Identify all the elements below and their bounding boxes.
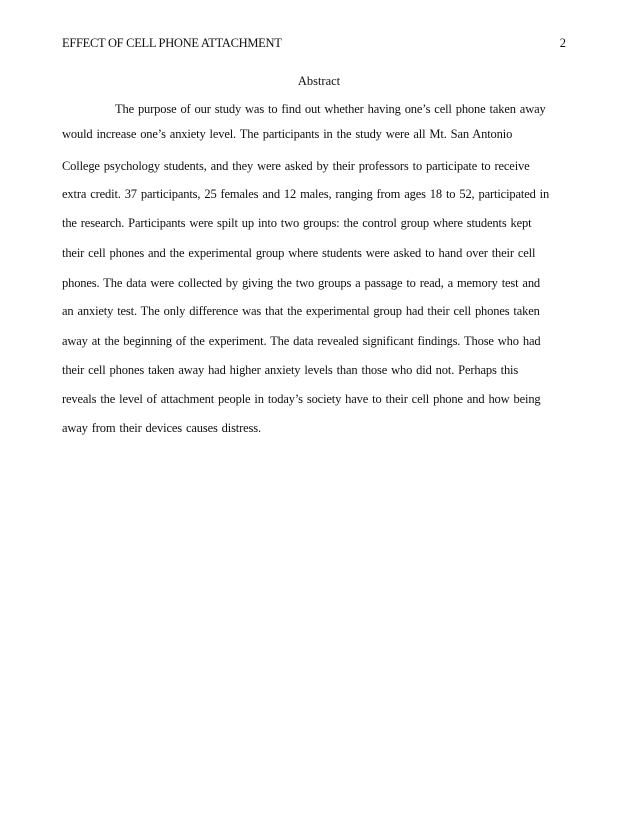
abstract-line: their cell phones taken away had higher anxiety levels than those who did not. Perhaps this — [62, 363, 519, 377]
abstract-heading: Abstract — [297, 74, 341, 88]
abstract-line: away from their devices causes distress. — [62, 421, 261, 435]
abstract-line: their cell phones and the experimental group where students were asked to hand over their cell — [62, 246, 536, 260]
abstract-line: The purpose of our study was to find out whether having one’s cell phone taken away — [115, 102, 546, 116]
abstract-line: phones. The data were collected by giving the two groups a passage to read, a memory test and — [62, 276, 541, 290]
abstract-line: would increase one’s anxiety level. The participants in the study were all Mt. San Antonio — [62, 127, 513, 141]
abstract-line: extra credit. 37 participants, 25 females and 12 males, ranging from ages 18 to 52, participated in — [62, 187, 550, 201]
abstract-line: reveals the level of attachment people in today’s society have to their cell phone and how being — [62, 392, 541, 406]
abstract-line: College psychology students, and they were asked by their professors to participate to receive — [62, 159, 530, 173]
abstract-line: away at the beginning of the experiment. The data revealed significant findings. Those who had — [62, 334, 541, 348]
page-number: 2 — [559, 36, 566, 50]
abstract-line: the research. Participants were spilt up into two groups: the control group where students kept — [62, 216, 532, 230]
abstract-line: an anxiety test. The only difference was that the experimental group had their cell phones taken — [62, 304, 540, 318]
running-head: EFFECT OF CELL PHONE ATTACHMENT — [62, 36, 282, 50]
